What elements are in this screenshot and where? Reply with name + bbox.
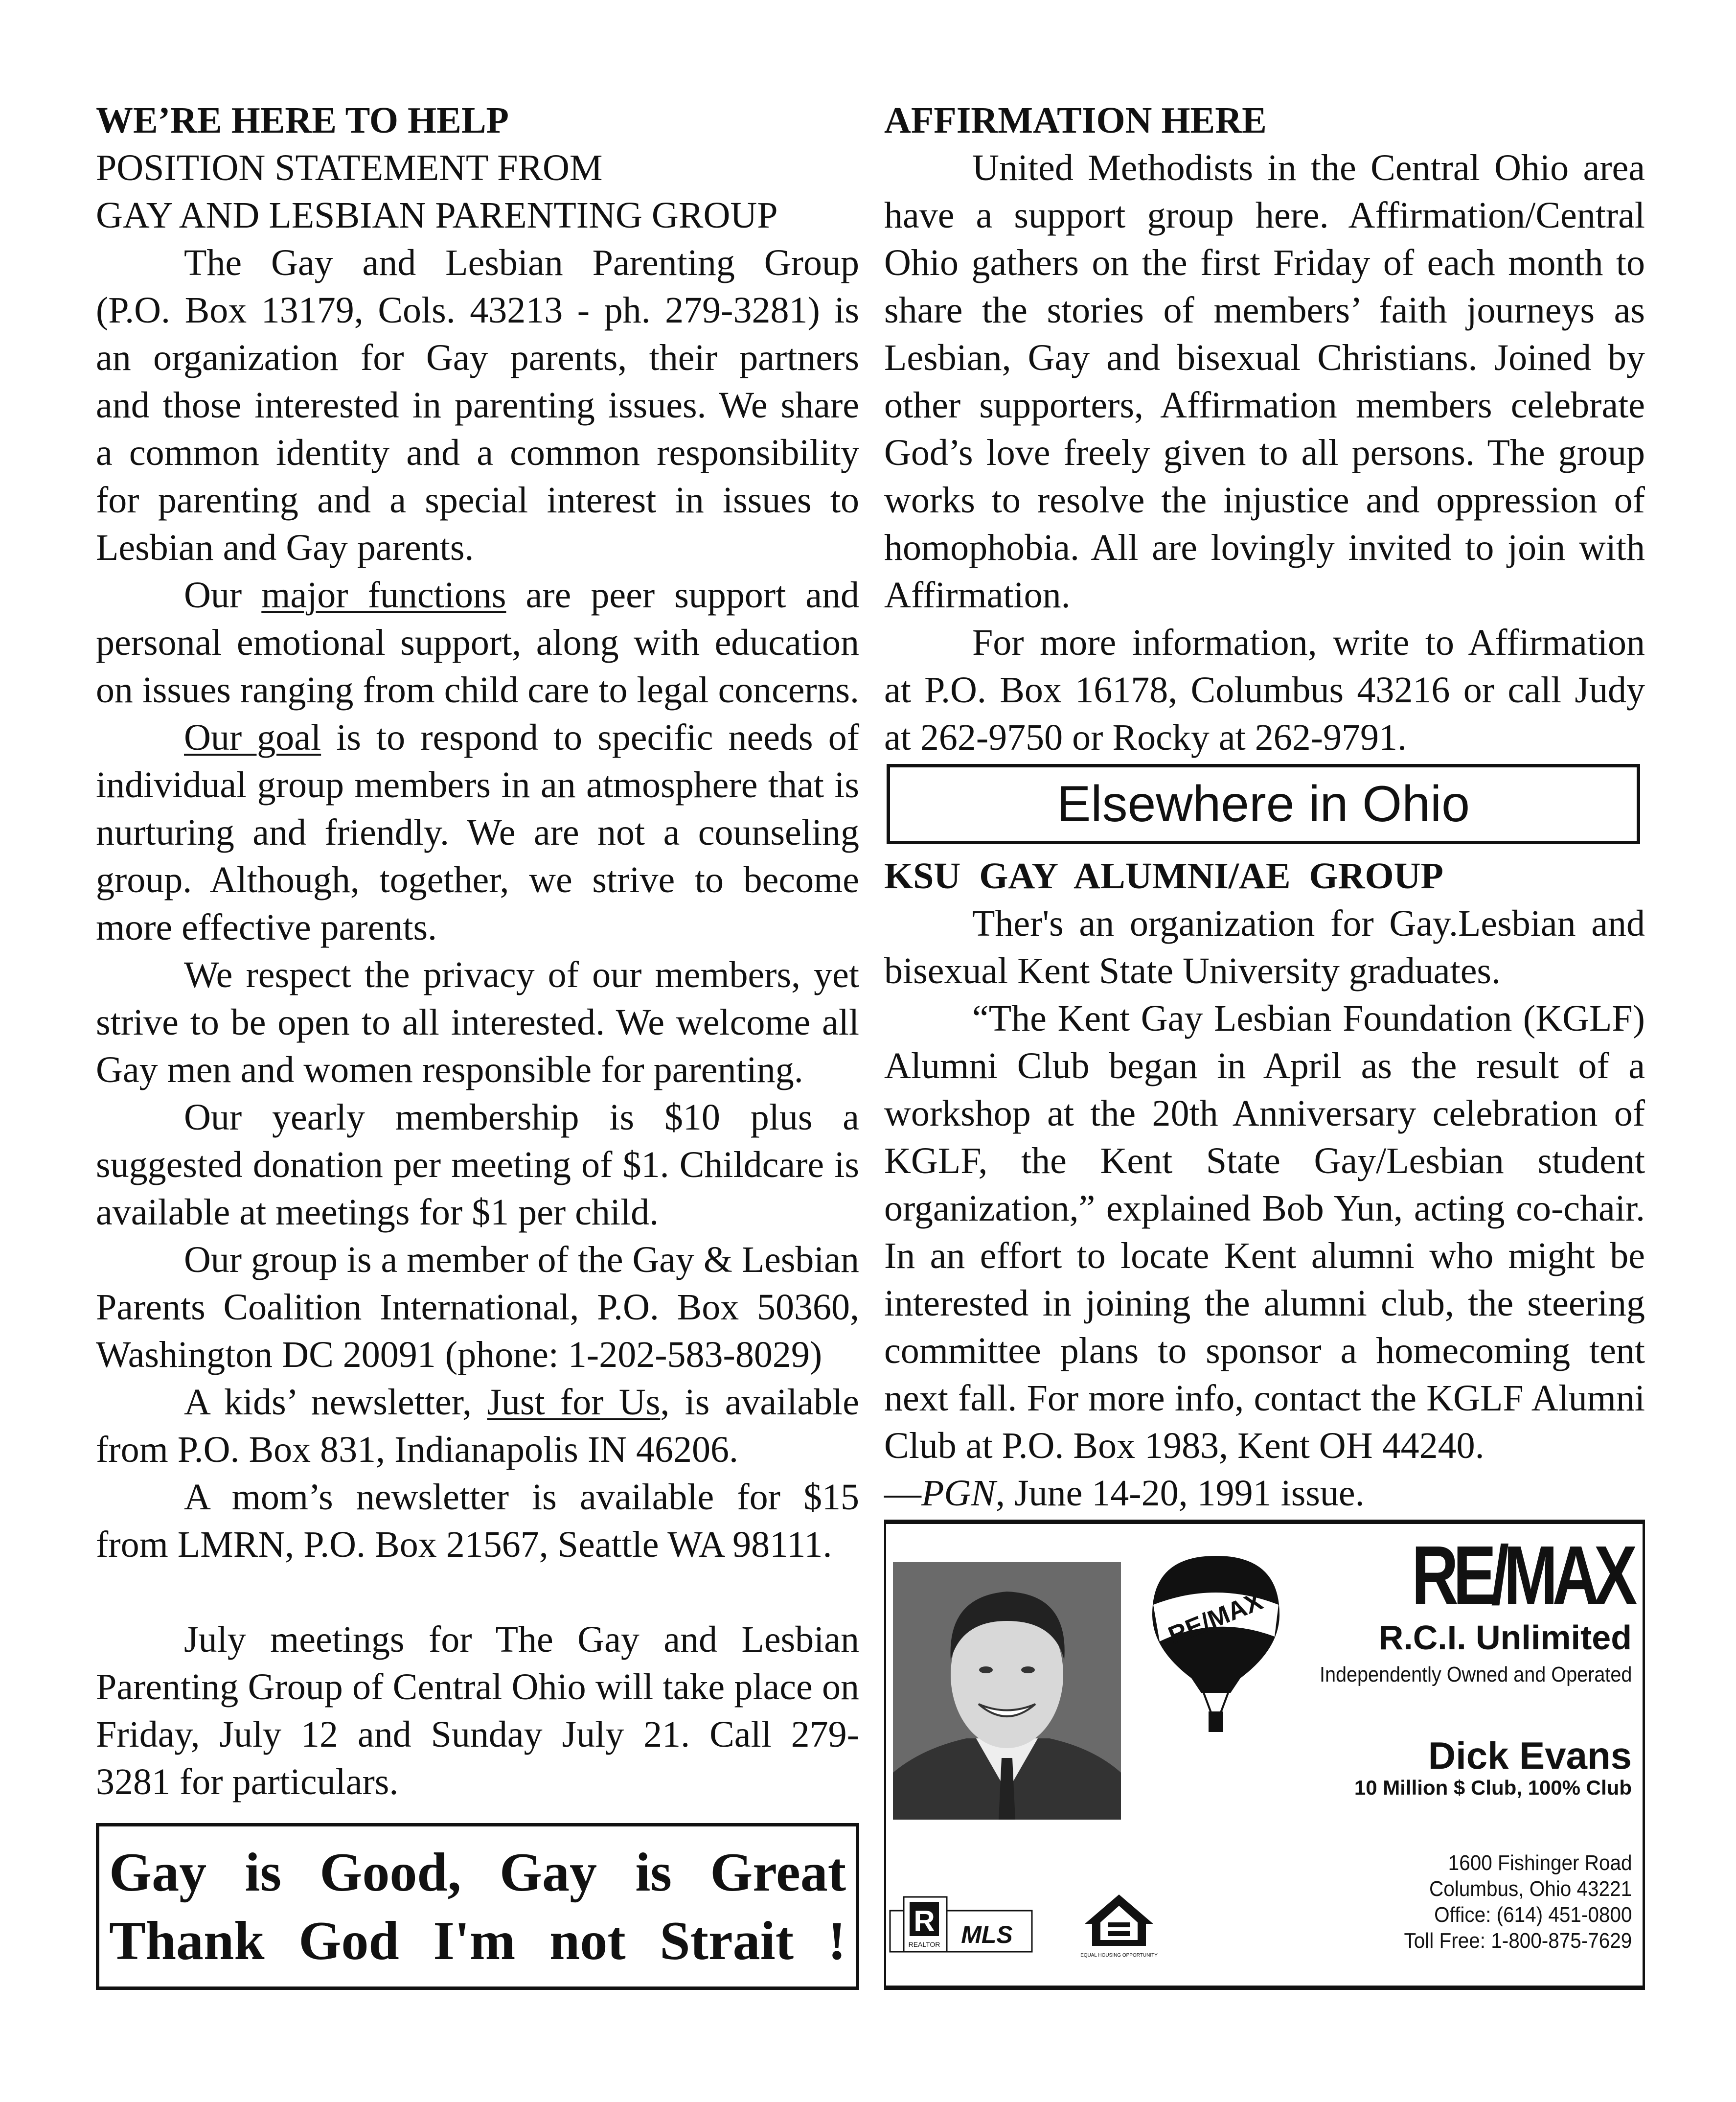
text-line: group. Although, together, we strive to become [96, 859, 859, 901]
section-banner [887, 764, 1640, 844]
text-line: Affirmation. [884, 575, 1071, 616]
hot-air-balloon-logo [1142, 1551, 1289, 1737]
underlined-text: major functions [261, 575, 506, 616]
text-line: Our yearly membership is $10 plus a [184, 1097, 859, 1138]
text-line: individual group members in an atmosphere that is [96, 764, 859, 806]
left-article [96, 97, 859, 1806]
text-line: July meetings for The Gay and Lesbian [184, 1619, 859, 1660]
text-line: for parenting and a special interest in issues to [96, 480, 859, 521]
text-line [96, 1379, 859, 1426]
text-line [96, 714, 859, 762]
equal-housing-logo [1080, 1892, 1158, 1961]
line-fit: on issues ranging from child care to legal concerns. [96, 670, 859, 711]
text-line: The Gay and Lesbian Parenting Group [184, 242, 859, 283]
text-segment: A kids’ newsletter, [184, 1382, 487, 1423]
text-line: God’s love freely given to all persons. The group [884, 432, 1645, 473]
text-line: (P.O. Box 13179, Cols. 43213 - ph. 279-3281) is [96, 290, 859, 331]
text-line: a common identity and a common responsibility [96, 432, 859, 473]
text-line: strive to be open to all interested. We welcome all [96, 1002, 859, 1043]
agent-photo [893, 1562, 1121, 1820]
text-line: nurturing and friendly. We are not a counseling [96, 812, 859, 853]
eho-logo-text: EQUAL HOUSING OPPORTUNITY [1080, 1953, 1158, 1958]
text-line: Ther's an organization for Gay.Lesbian and [972, 903, 1645, 944]
text-line: For more information, write to Affirmation [972, 622, 1645, 663]
text-line: Parenting Group of Central Ohio will take place on [96, 1666, 859, 1708]
text-line: share the stories of members’ faith journeys as [884, 290, 1645, 331]
text-line: from P.O. Box 831, Indianapolis IN 46206. [96, 1429, 739, 1470]
remax-logo: RE/MAX [1411, 1529, 1632, 1622]
text-line: at 262-9750 or Rocky at 262-9791. [884, 717, 1407, 758]
text-line: homophobia. All are lovingly invited to join with [884, 527, 1645, 568]
balloon-logo-text: RE/MAX [1164, 1587, 1267, 1650]
line-fit: Our group is a member of the Gay & Lesbian [184, 1239, 859, 1280]
mls-logo-text: MLS [961, 1921, 1013, 1948]
text-line: Parents Coalition International, P.O. Box 50360, [96, 1287, 859, 1328]
slogan-line: Gay is Good, Gay is Great [109, 1842, 846, 1903]
slogan-box [96, 1823, 859, 1990]
section-banner-title: Elsewhere in Ohio [1057, 775, 1470, 832]
text-line: Ohio gathers on the first Friday of each month to [884, 242, 1645, 283]
agent-awards: 10 Million $ Club, 100% Club [1354, 1776, 1632, 1799]
text-line [96, 572, 859, 619]
article-headline: AFFIRMATION HERE [884, 100, 1267, 141]
text-line: next fall. For more info, contact the KGLF Alumni [884, 1378, 1645, 1419]
office-phone: Office: (614) 451-0800 [1434, 1903, 1632, 1927]
svg-text:R: R [914, 1905, 935, 1938]
address-line: Columbus, Ohio 43221 [1429, 1877, 1632, 1901]
text-line: suggested donation per meeting of $1. Childcare is [96, 1144, 859, 1185]
text-segment: Our [184, 575, 262, 616]
text-line: We respect the privacy of our members, yet [184, 954, 859, 995]
text-line: more effective parents. [96, 907, 437, 948]
italic-text: PGN [921, 1473, 996, 1514]
text-line: workshop at the 20th Anniversary celebration of [884, 1093, 1645, 1134]
text-segment: is to respond to specific needs of [321, 717, 859, 758]
ksu-article [884, 853, 1645, 1517]
toll-free-phone: Toll Free: 1-800-875-7629 [1404, 1929, 1632, 1953]
realtor-mls-logo [889, 1896, 1051, 1954]
slogan-line: Thank God I'm not Strait ! [109, 1910, 846, 1971]
article-headline: WE’RE HERE TO HELP [96, 100, 509, 141]
text-line: other supporters, Affirmation members celebrate [884, 385, 1645, 426]
affirmation-article [884, 97, 1645, 762]
text-line: Alumni Club began in April as the result of a [884, 1045, 1645, 1086]
article-subhead: POSITION STATEMENT FROM [96, 147, 603, 188]
text-line: and those interested in parenting issues. We share [96, 385, 859, 426]
text-line: from LMRN, P.O. Box 21567, Seattle WA 98111. [96, 1524, 832, 1565]
text-line: committee plans to sponsor a homecoming tent [884, 1330, 1645, 1371]
text-segment: — [884, 1473, 921, 1514]
article-headline: KSU GAY ALUMNI/AE GROUP [884, 855, 1443, 897]
realtor-logo-text: REALTOR [908, 1940, 940, 1948]
text-line: Washington DC 20091 (phone: 1-202-583-8029) [96, 1334, 822, 1375]
text-line: KGLF, the Kent State Gay/Lesbian student [884, 1140, 1645, 1181]
text-line: “The Kent Gay Lesbian Foundation (KGLF) [972, 998, 1645, 1039]
agent-name: Dick Evans [1428, 1734, 1632, 1777]
article-source [884, 1470, 1645, 1517]
text-line: Lesbian and Gay parents. [96, 527, 474, 568]
text-line: Club at P.O. Box 1983, Kent OH 44240. [884, 1425, 1485, 1466]
text-line: Gay men and women responsible for parenting. [96, 1049, 803, 1090]
underlined-text: Just for Us [487, 1382, 661, 1423]
text-line: 3281 for particulars. [96, 1761, 399, 1802]
text-line: Friday, July 12 and Sunday July 21. Call 279- [96, 1714, 859, 1755]
text-line [96, 667, 859, 714]
text-line: have a support group here. Affirmation/Central [884, 195, 1645, 236]
text-line: an organization for Gay parents, their partners [96, 337, 859, 378]
article-subhead: GAY AND LESBIAN PARENTING GROUP [96, 195, 778, 236]
remax-advertisement [884, 1520, 1645, 1990]
text-line: bisexual Kent State University graduates. [884, 950, 1501, 992]
text-segment: are peer support and [506, 575, 859, 616]
text-line: works to resolve the injustice and oppression of [884, 480, 1645, 521]
text-segment: , is available [660, 1382, 859, 1423]
text-segment: , June 14-20, 1991 issue. [996, 1473, 1365, 1514]
text-line: personal emotional support, along with education [96, 622, 859, 663]
text-line: In an effort to locate Kent alumni who might be [884, 1235, 1645, 1276]
underlined-text: Our goal [184, 717, 321, 758]
company-tagline: Independently Owned and Operated [1319, 1663, 1632, 1686]
text-line: Lesbian, Gay and bisexual Christians. Joined by [884, 337, 1645, 378]
text-line [96, 1236, 859, 1284]
text-line: A mom’s newsletter is available for $15 [184, 1477, 859, 1518]
text-line: available at meetings for $1 per child. [96, 1192, 659, 1233]
text-line: United Methodists in the Central Ohio area [972, 147, 1645, 188]
company-name: R.C.I. Unlimited [1378, 1618, 1632, 1657]
text-line: organization,” explained Bob Yun, acting co-chair. [884, 1188, 1645, 1229]
text-line: at P.O. Box 16178, Columbus 43216 or call Judy [884, 670, 1645, 711]
address-line: 1600 Fishinger Road [1448, 1851, 1632, 1875]
text-line: interested in joining the alumni club, the steering [884, 1283, 1645, 1324]
